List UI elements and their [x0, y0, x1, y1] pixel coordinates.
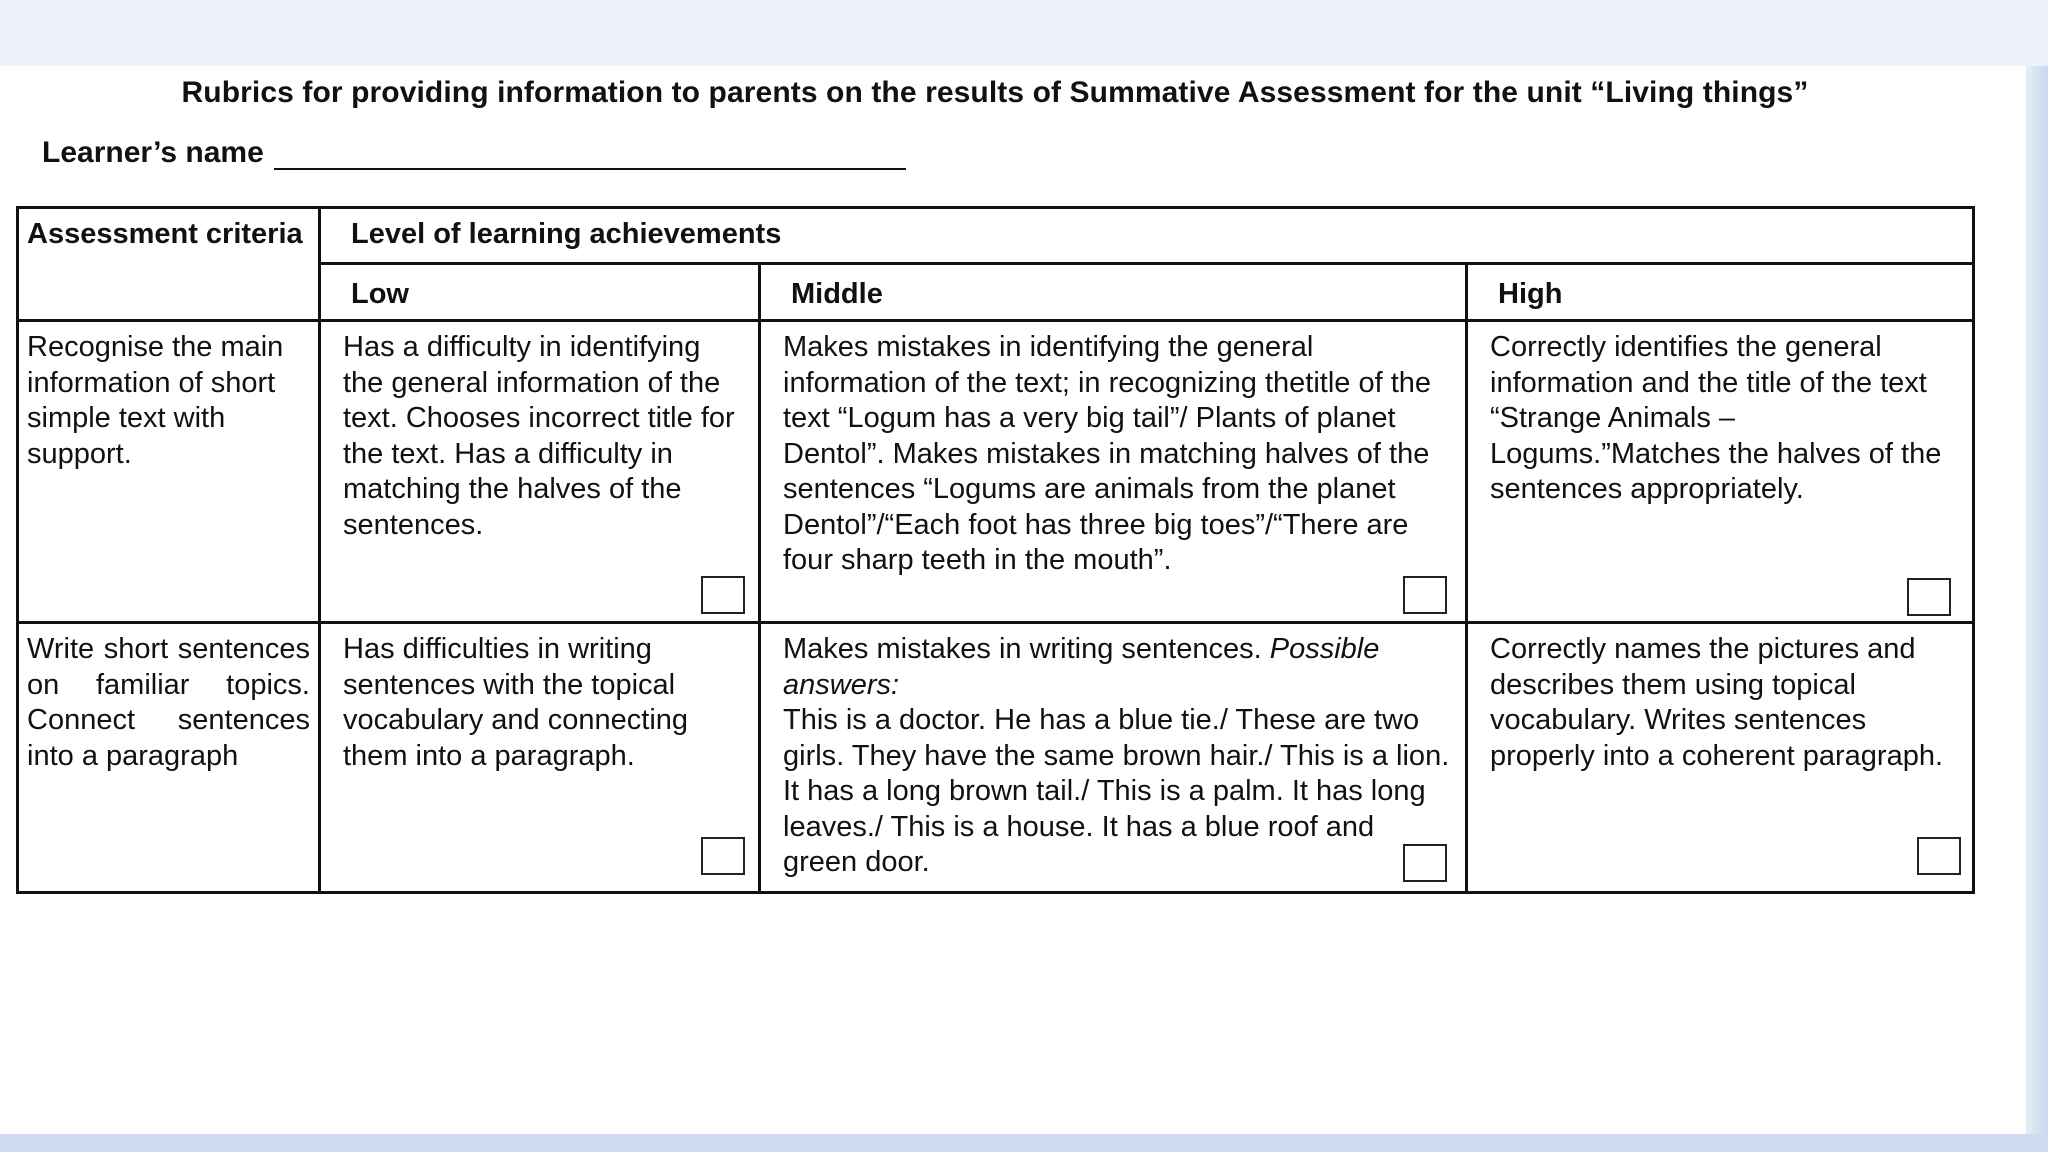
header-high: High [1467, 264, 1974, 321]
learner-name-label: Learner’s name [42, 136, 264, 169]
row2-high-text: Correctly names the pictures and describes them using topical vocabulary. Writes sentences properly into a coherent paragraph. [1490, 633, 1944, 772]
row2-low-checkbox[interactable] [701, 837, 745, 875]
page-title: Rubrics for providing information to parents on the results of Summative Assessment for the unit “Living things” [181, 76, 1809, 109]
row2-middle-intro: Makes mistakes in writing sentences. [783, 633, 1262, 665]
row2-middle-possible-answers: Possible answers: [783, 633, 1380, 701]
header-assessment-criteria: Assessment criteria [18, 208, 320, 321]
header-level-of-learning: Level of learning achievements [320, 208, 1974, 264]
row1-high-text: Correctly identifies the general information and the title of the text “Strange Animals – Logums.”Matches the halves of the sentences appropriately. [1490, 331, 1942, 505]
row2-low [320, 623, 760, 893]
row1-low-checkbox[interactable] [701, 576, 745, 614]
window-top-band [0, 0, 2048, 66]
row2-middle-answers: This is a doctor. He has a blue tie./ These are two girls. They have the same brown hair./ This is a lion. It has a long brown tail./ This is a palm. It has long leaves./ This is a house. It has a blue roof and green door. [783, 704, 1450, 878]
row1-middle-text: Makes mistakes in identifying the general information of the text; in recognizing thetitle of the text “Logum has a very big tail”/ Plants of planet Dentol”. Makes mistakes in matching halves of the sentences “Logums are animals from the planet Dentol”/“Each foot has three big toes”/“There are four sharp teeth in the mouth”. [783, 331, 1432, 576]
rubric-table [16, 206, 1975, 894]
table-row [18, 321, 1974, 623]
row1-low [320, 321, 760, 623]
learner-name-blank[interactable] [274, 136, 906, 170]
window-right-band [2026, 66, 2048, 1152]
header-middle: Middle [760, 264, 1467, 321]
row2-middle-checkbox[interactable] [1403, 844, 1447, 882]
row1-criteria: Recognise the main information of short simple text with support. [18, 321, 320, 623]
row2-middle-text [783, 632, 1451, 881]
row1-high-checkbox[interactable] [1907, 578, 1951, 616]
header-low: Low [320, 264, 760, 321]
row1-middle-checkbox[interactable] [1403, 576, 1447, 614]
row2-low-text: Has difficulties in writing sentences with the topical vocabulary and connecting them into a paragraph. [343, 633, 689, 772]
learner-name-field [42, 136, 906, 170]
document-page [0, 66, 2026, 1134]
row2-middle [760, 623, 1467, 893]
table-row [18, 623, 1974, 893]
window-bottom-band [0, 1134, 2048, 1152]
row1-low-text: Has a difficulty in identifying the general information of the text. Chooses incorrect title for the text. Has a difficulty in matching the halves of the sentences. [343, 331, 735, 541]
header-row-1 [18, 208, 1974, 264]
row2-high [1467, 623, 1974, 893]
row2-high-checkbox[interactable] [1917, 837, 1961, 875]
row2-criteria: Write short sentences on familiar topics. Connect sentences into a paragraph [18, 623, 320, 893]
row1-middle [760, 321, 1467, 623]
row1-high [1467, 321, 1974, 623]
